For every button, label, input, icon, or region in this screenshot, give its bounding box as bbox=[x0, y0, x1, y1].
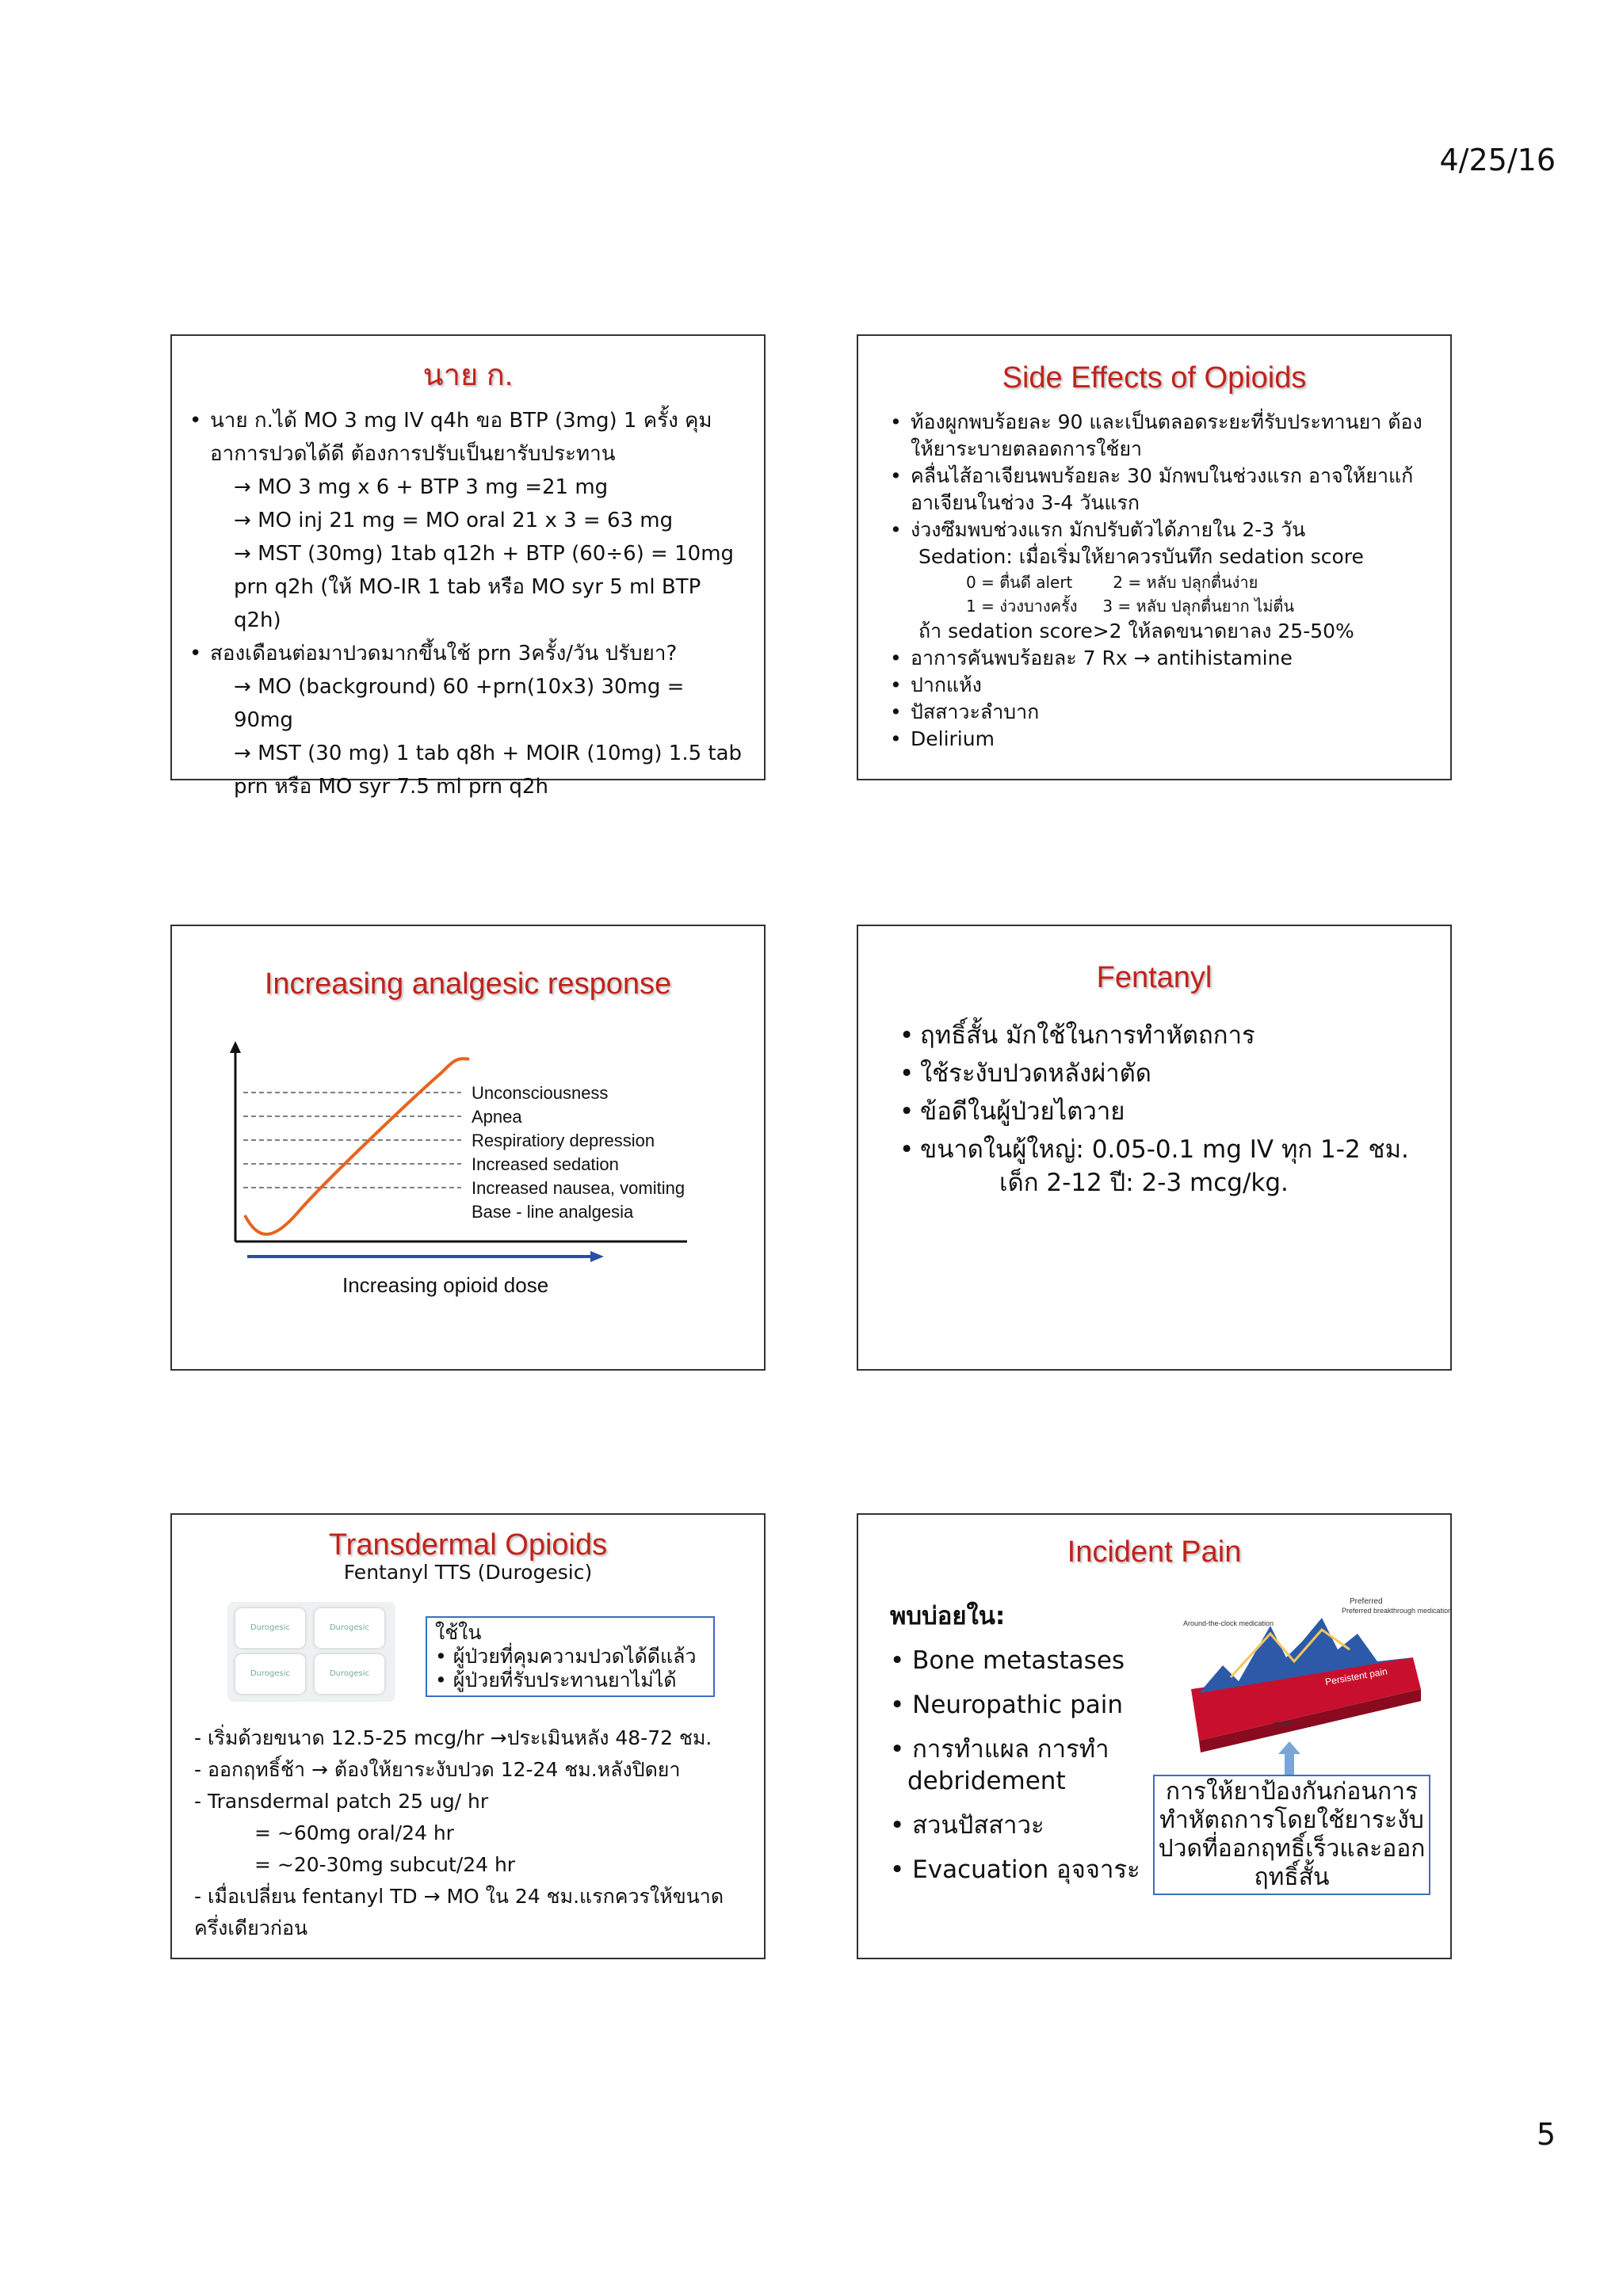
level-label: Unconsciousness bbox=[472, 1083, 609, 1103]
bullet: • คลื่นไส้อาเจียนพบร้อยละ 30 มักพบในช่วงแรก อาจให้ยาแก้อาเจียนในช่วง 3-4 วันแรก bbox=[911, 463, 1438, 517]
patch-photo bbox=[227, 1602, 395, 1702]
list-item: • Evacuation อุจจาระ bbox=[890, 1855, 1140, 1884]
bullet: • ขนาดในผู้ใหญ่: 0.05-0.1 mg IV ทุก 1-2 ชม. bbox=[920, 1131, 1442, 1169]
dash-item: - ออกฤทธิ์ช้า → ต้องให้ยาระงับปวด 12-24 ชม.หลังปิดยา bbox=[194, 1758, 681, 1781]
bullet: • นาย ก.ได้ MO 3 mg IV q4h ขอ BTP (3mg) 1 ครั้ง คุมอาการปวดได้ดี ต้องการปรับเป็นยารับประทาน bbox=[210, 404, 748, 471]
dash-item: - Transdermal patch 25 ug/ hr bbox=[194, 1790, 489, 1813]
slide-body bbox=[920, 1016, 1442, 1197]
list-item: • การทำแผล การทำ debridement bbox=[890, 1735, 1109, 1795]
x-axis-label: Increasing opioid dose bbox=[342, 1273, 549, 1297]
sub-text: เด็ก 2-12 ปี: 2-3 mcg/kg. bbox=[999, 1169, 1289, 1197]
bullet: • ปากแห้ง bbox=[911, 672, 1438, 699]
slide-title: Transdermal Opioids bbox=[328, 1528, 608, 1562]
dose-arrow-head bbox=[590, 1251, 604, 1262]
slide-body bbox=[194, 1722, 756, 1944]
level-label: Increased nausea, vomiting bbox=[472, 1178, 685, 1198]
arrow-item: → MO (background) 60 +prn(10x3) 30mg = 90mg bbox=[210, 670, 748, 737]
bullet: • ข้อดีในผู้ป่วยไตวาย bbox=[920, 1093, 1442, 1131]
patch-image: Durogesic bbox=[235, 1608, 305, 1648]
arrow-item: → MST (30mg) 1tab q12h + BTP (60÷6) = 10mg prn q2h (ให้ MO-IR 1 tab หรือ MO syr 5 ml BTP q2h) bbox=[210, 537, 748, 637]
slide-patient-case bbox=[170, 334, 766, 799]
dash-item: - เริ่มด้วยขนาด 12.5-25 mcg/hr →ประเมินหลัง 48-72 ชม. bbox=[194, 1726, 712, 1749]
level-label: Increased sedation bbox=[472, 1154, 619, 1174]
time-label: Time bbox=[1273, 1718, 1294, 1731]
bullet: • ฤทธิ์สั้น มักใช้ในการทำหัตถการ bbox=[920, 1016, 1442, 1055]
list-item: • Bone metastases bbox=[890, 1646, 1125, 1675]
list-item: • สวนปัสสาวะ bbox=[890, 1811, 1044, 1840]
atc-label: Around-the-clock medication bbox=[1183, 1619, 1274, 1627]
sub-text: ถ้า sedation score>2 ให้ลดขนาดยาลง 25-50% bbox=[918, 620, 1354, 643]
response-curve bbox=[245, 1058, 469, 1234]
arrow-item: → MO 3 mg x 6 + BTP 3 mg =21 mg bbox=[210, 471, 748, 504]
slide-analgesic-response bbox=[170, 925, 766, 1371]
bullet: • ง่วงซึมพบช่วงแรก มักปรับตัวได้ภายใน 2-3 วัน bbox=[911, 517, 1438, 543]
box-line: • ผู้ป่วยที่คุมความปวดได้ดีแล้ว bbox=[435, 1645, 697, 1668]
incident-pain-figure bbox=[1183, 1594, 1453, 1760]
box-line: • ผู้ป่วยที่รับประทานยาไม่ได้ bbox=[435, 1669, 677, 1691]
y-axis-arrow bbox=[230, 1041, 241, 1053]
level-label: Respiratiory depression bbox=[472, 1131, 655, 1150]
slide-fentanyl bbox=[857, 925, 1452, 1371]
level-label: Apnea bbox=[472, 1107, 522, 1127]
slide-body bbox=[890, 1594, 1151, 1892]
bullet: • สองเดือนต่อมาปวดมากขึ้นใช้ prn 3ครั้ง/วัน ปรับยา? bbox=[210, 637, 748, 670]
note-box: การให้ยาป้องกันก่อนการทำหัตถการโดยใช้ยาระงับปวดที่ออกฤทธิ์เร็วและออกฤทธิ์สั้น bbox=[1153, 1775, 1430, 1895]
arrow-item: → MST (30 mg) 1 tab q8h + MOIR (10mg) 1.5 tab prn หรือ MO syr 7.5 ml prn q2h bbox=[210, 737, 748, 803]
slide-incident-pain bbox=[857, 1513, 1452, 1959]
slide-transdermal bbox=[170, 1513, 766, 1959]
page-date: 4/25/16 bbox=[1439, 143, 1556, 177]
slide-body bbox=[210, 404, 748, 803]
page-number: 5 bbox=[1536, 2117, 1556, 2152]
slide-body bbox=[911, 409, 1438, 753]
dash-item: = ~20-30mg subcut/24 hr bbox=[254, 1853, 516, 1876]
patch-image: Durogesic bbox=[235, 1654, 305, 1694]
bullet: • Delirium bbox=[911, 726, 1438, 753]
bullet: • ปัสสาวะลำบาก bbox=[911, 699, 1438, 726]
slide-title: Increasing analgesic response bbox=[264, 967, 672, 1001]
dash-item: = ~60mg oral/24 hr bbox=[254, 1821, 454, 1844]
up-arrow-icon bbox=[1285, 1753, 1294, 1775]
list-item: • Neuropathic pain bbox=[890, 1691, 1124, 1719]
box-line: ใช้ใน bbox=[435, 1621, 482, 1644]
sedation-score-row: 1 = ง่วงบางครั้ง 3 = หลับ ปลุกตื่นยาก ไม่ตื่น bbox=[966, 597, 1295, 616]
level-label: Base - line analgesia bbox=[472, 1202, 634, 1222]
indication-box bbox=[426, 1616, 715, 1697]
bullet: • อาการคันพบร้อยละ 7 Rx → antihistamine bbox=[911, 645, 1438, 672]
slide-side-effects bbox=[857, 334, 1452, 780]
bullet: • ท้องผูกพบร้อยละ 90 และเป็นตลอดระยะที่รับประทานยา ต้องให้ยาระบายตลอดการใช้ยา bbox=[911, 409, 1438, 463]
arrow-item: → MO inj 21 mg = MO oral 21 x 3 = 63 mg bbox=[210, 504, 748, 537]
slide-title: นาย ก. bbox=[422, 359, 514, 392]
preferred-label: Preferred bbox=[1350, 1597, 1383, 1606]
patch-image: Durogesic bbox=[315, 1654, 384, 1694]
sedation-score-row: 0 = ตื่นดี alert 2 = หลับ ปลุกตื่นง่าย bbox=[966, 573, 1258, 592]
slide-title: Incident Pain bbox=[1067, 1535, 1242, 1569]
sub-text: Sedation: เมื่อเริ่มให้ยาควรบันทึก sedation score bbox=[918, 545, 1364, 568]
list-heading: พบบ่อยใน: bbox=[890, 1602, 1006, 1630]
preferred-label: Preferred breakthrough medication bbox=[1342, 1607, 1453, 1615]
bullet: • ใช้ระงับปวดหลังผ่าตัด bbox=[920, 1055, 1442, 1093]
slide-subtitle: Fentanyl TTS (Durogesic) bbox=[343, 1561, 593, 1584]
slide-title: Fentanyl bbox=[1096, 961, 1212, 994]
patch-image: Durogesic bbox=[315, 1608, 384, 1648]
analgesic-response-diagram bbox=[172, 926, 767, 1372]
slide-title: Side Effects of Opioids bbox=[1002, 361, 1307, 395]
persistent-label: Persistent pain bbox=[1324, 1665, 1388, 1688]
dash-item: - เมื่อเปลี่ยน fentanyl TD → MO ใน 24 ชม.แรกควรให้ขนาดครึ่งเดียวก่อน bbox=[194, 1885, 724, 1939]
